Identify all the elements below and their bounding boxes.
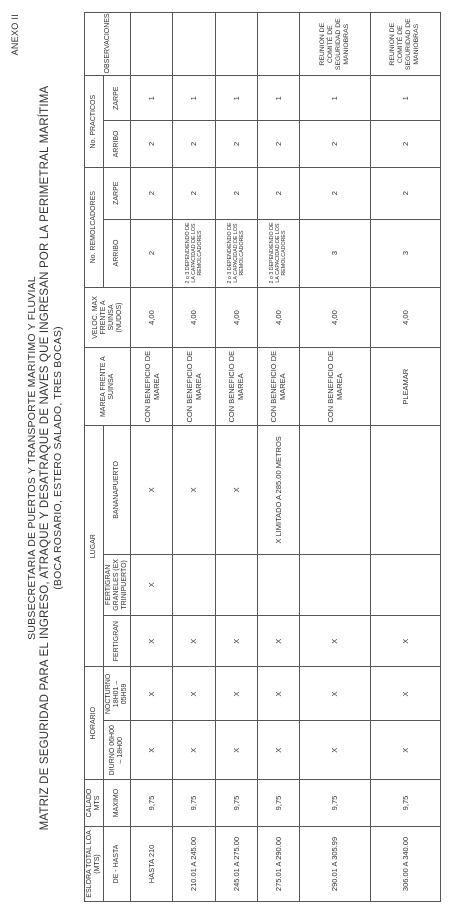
cell-calado: 9,75	[300, 780, 370, 827]
cell-bananapuerto	[300, 425, 370, 554]
cell-diurno: X	[215, 721, 257, 780]
title-line-1: SUBSECRETARIA DE PUERTOS Y TRANSPORTE MARITIMO Y FLUVIAL	[26, 276, 38, 640]
header-diurno: DIURNO 06H00 – 18H00	[104, 721, 131, 780]
header-lugar: LUGAR	[85, 425, 104, 667]
cell-calado: 9,75	[215, 780, 257, 827]
table-row	[300, 13, 370, 902]
cell-veloc: 4,00	[173, 287, 215, 348]
table-row	[257, 13, 299, 902]
cell-observaciones	[257, 13, 299, 76]
header-prac-arribo: ARRIBO	[104, 121, 131, 168]
header-calado: CALADO MTS	[85, 780, 104, 827]
cell-calado: 9,75	[131, 780, 173, 827]
cell-fertigran: X	[370, 615, 440, 667]
cell-rem-zarpe: 2	[215, 167, 257, 219]
cell-rem-arribo: 2 o 3 DEPENDIENDO DE LA CAPACIDAD DE LOS REMOLCADORES	[215, 219, 257, 287]
cell-veloc: 4,00	[300, 287, 370, 348]
title-line-3: (BOCA ROSARIO, ESTERO SALADO, TRES BOCAS)	[52, 326, 64, 590]
cell-nocturno: X	[257, 667, 299, 721]
table-row	[370, 13, 440, 902]
cell-veloc: 4,00	[257, 287, 299, 348]
cell-nocturno: X	[173, 667, 215, 721]
cell-rem-arribo: 2 o 3 DEPENDIENDO DE LA CAPACIDAD DE LOS REMOLCADORES	[257, 219, 299, 287]
cell-diurno: X	[131, 721, 173, 780]
cell-prac-arribo: 2	[131, 121, 173, 168]
cell-nocturno: X	[370, 667, 440, 721]
cell-prac-arribo: 2	[173, 121, 215, 168]
table-row	[215, 13, 257, 902]
cell-rem-arribo: 3	[370, 219, 440, 287]
cell-observaciones: REUNION DE COMITÉ DE SEGURIDAD DE MANIOBRAS	[300, 13, 370, 76]
cell-rem-zarpe: 2	[370, 167, 440, 219]
cell-marea: CON BENEFICIO DE MAREA	[131, 348, 173, 425]
cell-fertigran: X	[257, 615, 299, 667]
title-line-2: MATRIZ DE SEGURIDAD PARA EL INGRESO, ATRAQUE Y DESATRAQUE DE NAVES QUE INGRESAN POR LA PERIMETRAL MARÍTIMA	[39, 85, 51, 831]
cell-graneles	[300, 554, 370, 615]
header-prac-zarpe: ZARPE	[104, 76, 131, 121]
cell-rem-zarpe: 2	[257, 167, 299, 219]
table-row	[173, 13, 215, 902]
cell-prac-zarpe: 1	[370, 76, 440, 121]
security-matrix-table	[84, 12, 441, 902]
cell-prac-zarpe: 1	[215, 76, 257, 121]
header-remolcadores: No. REMOLCADORES	[85, 167, 104, 287]
cell-observaciones	[173, 13, 215, 76]
header-rem-zarpe: ZARPE	[104, 167, 131, 219]
cell-range: HASTA 210	[131, 826, 173, 901]
cell-diurno: X	[300, 721, 370, 780]
cell-prac-arribo: 2	[300, 121, 370, 168]
header-row-1	[85, 13, 104, 902]
header-fertigran: FERTIGRAN	[104, 615, 131, 667]
header-de-hasta: DE - HASTA	[104, 826, 131, 901]
cell-prac-arribo: 2	[370, 121, 440, 168]
cell-range: 290.01 A 305.99	[300, 826, 370, 901]
cell-prac-zarpe: 1	[257, 76, 299, 121]
header-marea: MAREA FRENTE A SUINSA	[85, 348, 131, 425]
cell-marea: PLEAMAR	[370, 348, 440, 425]
cell-veloc: 4,00	[131, 287, 173, 348]
cell-graneles	[173, 554, 215, 615]
cell-graneles	[257, 554, 299, 615]
cell-prac-arribo: 2	[257, 121, 299, 168]
header-eslora: ESLORA TOTAL LOA (MTS)	[85, 826, 104, 901]
cell-fertigran: X	[131, 615, 173, 667]
cell-observaciones: REUNION DE COMITÉ DE SEGURIDAD DE MANIOBRAS	[370, 13, 440, 76]
cell-bananapuerto: X	[215, 425, 257, 554]
cell-prac-zarpe: 1	[173, 76, 215, 121]
cell-observaciones	[215, 13, 257, 76]
cell-range: 210.01 A 245.00	[173, 826, 215, 901]
cell-nocturno: X	[300, 667, 370, 721]
cell-nocturno: X	[215, 667, 257, 721]
header-veloc: VELOC. MAX FRENTE A SUINSA (NUDOS)	[85, 287, 131, 348]
cell-range: 245.01 A 275.00	[215, 826, 257, 901]
cell-calado: 9,75	[370, 780, 440, 827]
header-row-2	[104, 13, 131, 902]
cell-bananapuerto: X LIMITADO A 285.00 METROS	[257, 425, 299, 554]
cell-nocturno: X	[131, 667, 173, 721]
cell-rem-zarpe: 2	[300, 167, 370, 219]
header-practicos: No. PRACTICOS	[85, 76, 104, 167]
cell-calado: 9,75	[257, 780, 299, 827]
header-bananapuerto: BANANAPUERTO	[104, 425, 131, 554]
cell-marea: CON BENEFICIO DE MAREA	[215, 348, 257, 425]
cell-diurno: X	[257, 721, 299, 780]
header-maximo: MAXIMO	[104, 780, 131, 827]
cell-prac-zarpe: 1	[131, 76, 173, 121]
cell-bananapuerto	[370, 425, 440, 554]
table-row	[131, 13, 173, 902]
cell-marea: CON BENEFICIO DE MAREA	[300, 348, 370, 425]
cell-rem-arribo: 2 o 3 DEPENDIENDO DE LA CAPACIDAD DE LOS REMOLCADORES	[173, 219, 215, 287]
cell-fertigran: X	[173, 615, 215, 667]
header-observaciones: OBSERVACIONES	[85, 13, 131, 76]
cell-bananapuerto: X	[173, 425, 215, 554]
cell-bananapuerto: X	[131, 425, 173, 554]
cell-rem-zarpe: 2	[131, 167, 173, 219]
cell-range: 306.00 A 340.00	[370, 826, 440, 901]
cell-rem-arribo: 3	[300, 219, 370, 287]
cell-diurno: X	[173, 721, 215, 780]
cell-fertigran: X	[215, 615, 257, 667]
cell-rem-arribo: 2	[131, 219, 173, 287]
header-nocturno: NOCTURNO 18H01 – 05H59	[104, 667, 131, 721]
header-rem-arribo: ARRIBO	[104, 219, 131, 287]
header-horario: HORARIO	[85, 667, 104, 780]
document-title	[26, 0, 65, 916]
annex-label: ANEXO II	[10, 14, 20, 56]
cell-veloc: 4,00	[215, 287, 257, 348]
cell-rem-zarpe: 2	[173, 167, 215, 219]
cell-marea: CON BENEFICIO DE MAREA	[173, 348, 215, 425]
cell-diurno: X	[370, 721, 440, 780]
cell-observaciones	[131, 13, 173, 76]
header-fertigran-graneles: FERTIGRAN GRANELES (EX TRINIPUERTO)	[104, 554, 131, 615]
cell-graneles: X	[131, 554, 173, 615]
cell-prac-zarpe: 1	[300, 76, 370, 121]
cell-veloc: 4,00	[370, 287, 440, 348]
cell-fertigran: X	[300, 615, 370, 667]
cell-range: 275.01 A 290.00	[257, 826, 299, 901]
cell-graneles	[370, 554, 440, 615]
cell-graneles	[215, 554, 257, 615]
cell-marea: CON BENEFICIO DE MAREA	[257, 348, 299, 425]
cell-calado: 9,75	[173, 780, 215, 827]
cell-prac-arribo: 2	[215, 121, 257, 168]
